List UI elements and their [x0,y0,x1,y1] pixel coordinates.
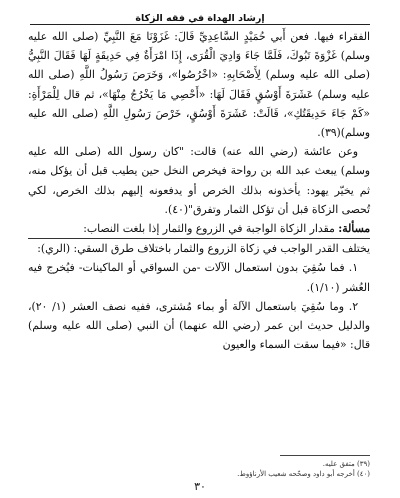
footnote: (٣٩) متفق عليه. [322,460,370,468]
section-heading [28,219,370,239]
running-header [30,6,370,25]
book-title: إرشاد الهداة في فقه الزكاة [135,13,265,24]
main-text [28,27,370,354]
footnote-separator [280,455,370,456]
list-item: ١. فما سُقِيَ بدون استعمال الآلات -من السواقي أو الماكينات- فيُخرج فيه العُشر (١/١٠). [28,261,370,294]
section-intro: يختلف القدر الواجب في زكاة الزروع والثمار باختلاف طرق السقي: (الري): [37,242,370,256]
page-number: ٣٠ [194,480,206,493]
list-item: ٢. وما سُقِيَ باستعمال الآلة أو بماء مُشترى، ففيه نصف العشر (١/ ٢٠)، والدليل حديث ابن عمر (رضي الله عنهما) أن النبي (صلى الله عليه وسلم) قال: «فيما سقت السماء والعيون [28,299,370,352]
paragraph-hadith-1: الفقراء فيها. فعن أَبي حُمَيْدٍ السَّاعِدِيِّ قَالَ: غَزَوْنَا مَعَ النَّبِيِّ (صلى الله عليه وسلم) غَزْوَةَ تَبُوكَ، فَلَمَّا جَاءَ وَادِيَ الْقُرَى، إِذَا امْرَأَةٌ فِي حَدِيقَةٍ لَهَا فَقَالَ النَّبِيُّ (صلى الله عليه وسلم) لِأَصْحَابِهِ: «اخْرُصُوا»، وَخَرَصَ رَسُولُ اللَّهِ (صلى الله عليه وسلم) عَشَرَةَ أَوْسُقٍ فَقَالَ لَهَا: «أَحْصِي مَا يَخْرُجُ مِنْهَا»، ثم قال لِلْمَرْأَةِ: «كَمْ جَاءَ حَدِيقَتُكِ»، قَالَتْ: عَشَرَةَ أَوْسُقٍ، خَرْصَ رَسُولِ اللَّهِ (صلى الله عليه وسلم)(٣٩). [28,30,370,140]
section-heading-text: مقدار الزكاة الواجبة في الزروع والثمار إذا بلغت النصاب: [83,222,339,236]
footnote: (٤٠) أخرجه أبو داود وصحّحه شعيب الأرناؤوط. [237,470,370,478]
footnotes [30,459,370,479]
section-heading-key: مسألة: [338,222,370,236]
paragraph-hadith-2: وعن عائشة (رضي الله عنه) قالت: "كان رسول الله (صلى الله عليه وسلم) يبعث عبد الله بن رواحة فيخرص النخل حين يطيب قبل أن يؤكل منه، ثم يخيّر يهود: يأخذونه بذلك الخرص أو يدفعونه إليهم بذلك الخرص، لكي تُحصى الزكاة قبل أن تؤكل الثمار وتفرق"(٤٠). [28,145,370,216]
